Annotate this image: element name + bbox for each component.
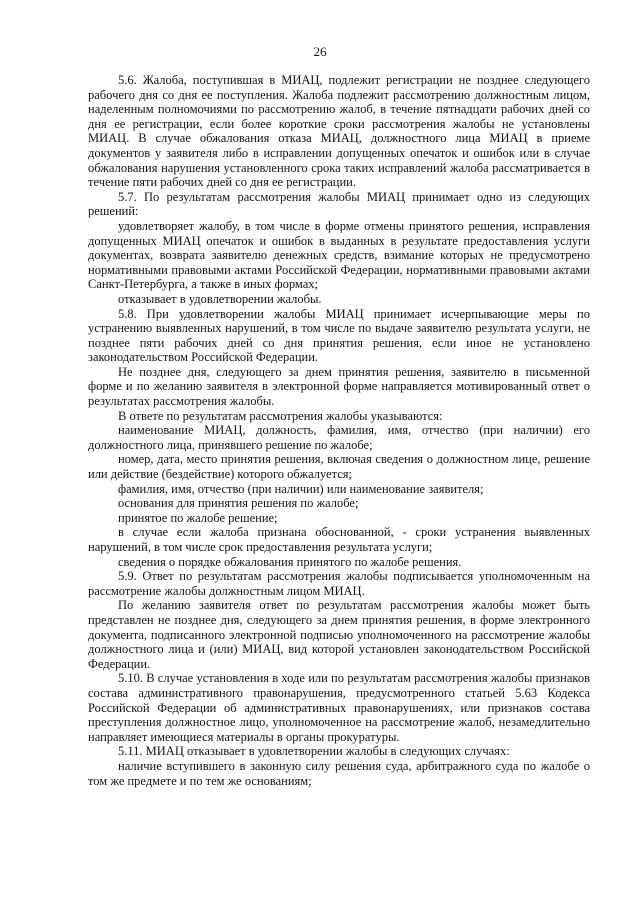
list-item-court-decision: наличие вступившего в законную силу решения суда, арбитражного суда по жалобе о том же предмете и по тем же основаниям;: [88, 758, 590, 788]
page-number: 26: [313, 44, 327, 59]
paragraph-5-10: 5.10. В случае установления в ходе или по результатам рассмотрения жалобы признаков состава административного правонарушения, предусмотренного статьей 5.63 Кодекса Российской Федерации об административных правонарушениях, или признаков состава преступления должностное лицо, уполномоченное на рассмотрение жалоб, незамедлительно направляет имеющиеся материалы в органы прокуратуры.: [88, 671, 590, 744]
paragraph-5-8: 5.8. При удовлетворении жалобы МИАЦ принимает исчерпывающие меры по устранению выявленных нарушений, в том числе по выдаче заявителю результата услуги, не позднее пяти рабочих дней со дня принятия решения, если иное не установлено законодательством Российской Федерации.: [88, 306, 590, 365]
list-item-decision-grounds: основания для принятия решения по жалобе;: [118, 496, 359, 511]
paragraph-satisfy-complaint: удовлетворяет жалобу, в том числе в форме отмены принятого решения, исправления допущенных МИАЦ опечаток и ошибок в выданных в результате предоставления услуги документах, возврата заявителю денежных средств, взимание которых не предусмотрено нормативными правовыми актами Российской Федерации, нормативными правовыми актами Санкт-Петербурга, а также в иных формах;: [88, 218, 590, 292]
list-item-decision-details: номер, дата, место принятия решения, включая сведения о должностном лице, решение или действие (бездействие) которого обжалуется;: [88, 452, 590, 482]
paragraph-response-deadline: Не позднее дня, следующего за днем принятия решения, заявителю в письменной форме и по желанию заявителя в электронной форме направляется мотивированный ответ о результатах рассмотрения жалобы.: [88, 364, 590, 409]
paragraph-5-6: 5.6. Жалоба, поступившая в МИАЦ, подлежит регистрации не позднее следующего рабочего дня со дня ее поступления. Жалоба подлежит рассмотрению должностным лицом, наделенным полномочиями по рассмотрению жалоб, в течение пятнадцати рабочих дней со дня ее регистрации, если более короткие сроки рассмотрения жалобы не установлены МИАЦ. В случае обжалования отказа МИАЦ, должностного лица МИАЦ в приеме документов у заявителя либо в исправлении допущенных опечаток и ошибок или в случае обжалования нарушения установленного срока таких исправлений жалоба рассматривается в течение пяти рабочих дней со дня ее регистрации.: [88, 73, 590, 190]
list-item-decision: принятое по жалобе решение;: [118, 510, 278, 525]
list-item-appeal-procedure: сведения о порядке обжалования принятого по жалобе решения.: [118, 554, 462, 569]
list-item-applicant-name: фамилия, имя, отчество (при наличии) или наименование заявителя;: [118, 481, 484, 496]
list-item-remedy-terms: в случае если жалоба признана обоснованной, - сроки устранения выявленных нарушений, в том числе срок предоставления результата услуги;: [88, 525, 590, 554]
paragraph-5-7: 5.7. По результатам рассмотрения жалобы МИАЦ принимает одно из следующих решений:: [88, 189, 590, 219]
list-item-official-name: наименование МИАЦ, должность, фамилия, имя, отчество (при наличии) его должностного лица, принявшего решение по жалобе;: [88, 423, 590, 452]
paragraph-5-11: 5.11. МИАЦ отказывает в удовлетворении жалобы в следующих случаях:: [118, 744, 510, 759]
paragraph-response-contents: В ответе по результатам рассмотрения жалобы указываются:: [118, 408, 443, 423]
document-body: [88, 73, 590, 788]
paragraph-reject-complaint: отказывает в удовлетворении жалобы.: [118, 291, 322, 306]
paragraph-5-9: 5.9. Ответ по результатам рассмотрения жалобы подписывается уполномоченным на рассмотрение жалобы должностным лицом МИАЦ.: [88, 569, 590, 598]
paragraph-electronic-response: По желанию заявителя ответ по результатам рассмотрения жалобы может быть представлен не позднее дня, следующего за днем принятия решения, в форме электронного документа, подписанного электронной подписью уполномоченного на рассмотрение жалобы должностного лица и (или) МИАЦ, вид которой установлен законодательством Российской Федерации.: [88, 598, 590, 671]
